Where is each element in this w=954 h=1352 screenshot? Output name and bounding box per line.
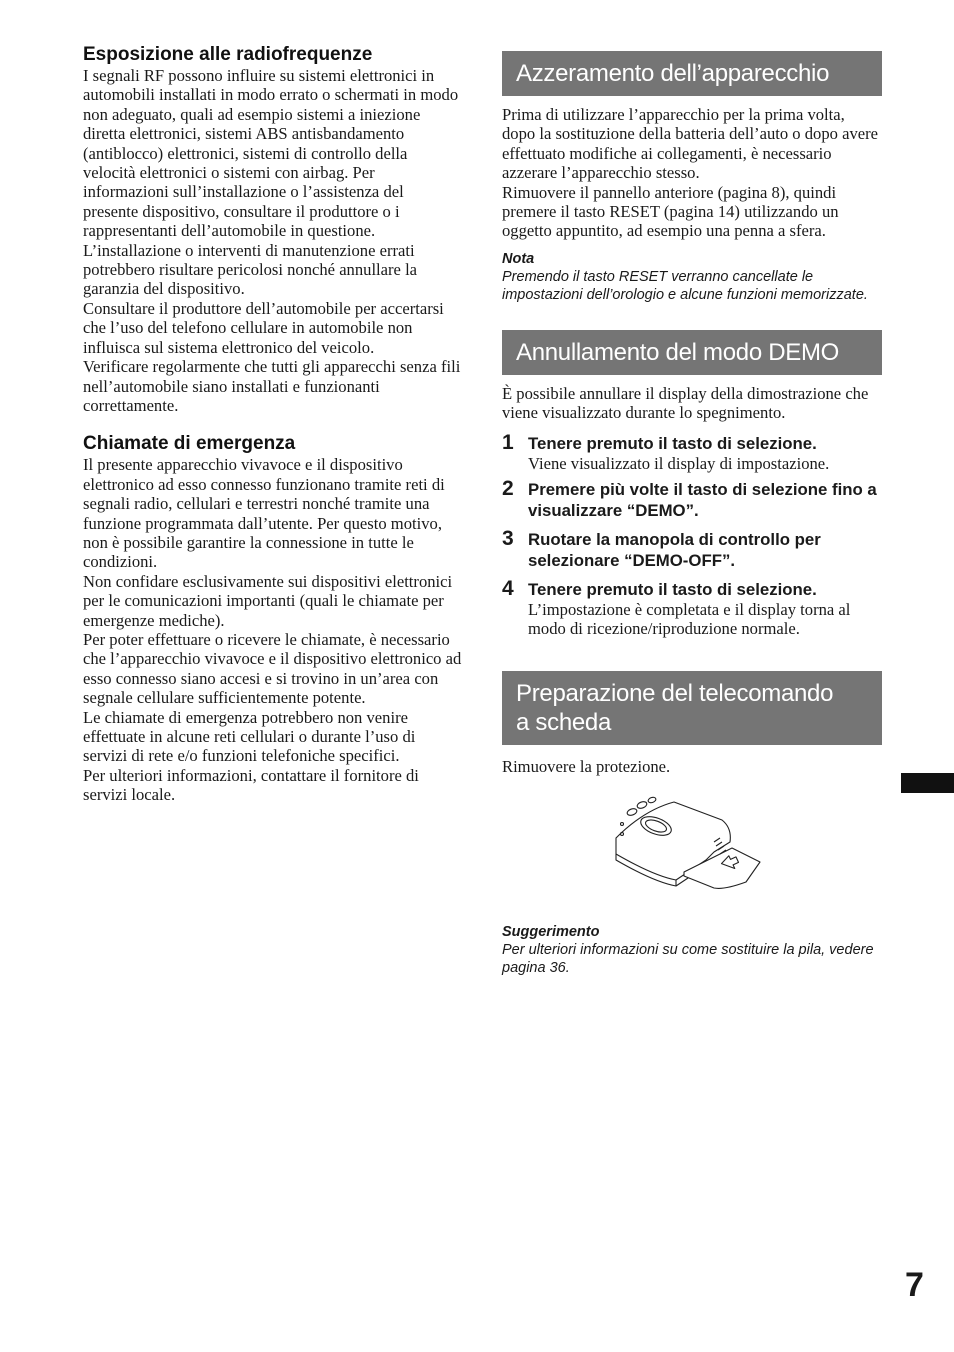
banner-title-line1: Preparazione del telecomando xyxy=(516,679,834,707)
step-2 xyxy=(502,479,882,521)
paragraph: Verificare regolarmente che tutti gli apparecchi senza fili nell’automobile siano installati e funzionanti correttamente. xyxy=(83,357,461,415)
step-number: 4 xyxy=(502,577,514,601)
step-number: 1 xyxy=(502,430,514,454)
right-column xyxy=(502,51,882,977)
paragraph: Per poter effettuare o ricevere le chiamate, è necessario che l’apparecchio vivavoce e il dispositivo elettronico ad esso connesso siano accesi e si trovino in un’area con segnale cellulare sufficientemente potente. xyxy=(83,629,462,708)
card-remote-illustration xyxy=(614,790,764,890)
section-tab-marker xyxy=(901,773,954,793)
step-number: 2 xyxy=(502,477,514,501)
step-4 xyxy=(502,579,882,639)
section-heading-rf-exposure: Esposizione alle radiofrequenze xyxy=(83,44,373,65)
note-title: Nota xyxy=(502,250,535,267)
paragraph: Consultare il produttore dell’automobile per accertarsi che l’uso del telefono cellulare in automobile non influisca sul sistema elettronico del veicolo. xyxy=(83,298,444,357)
note-text: Premendo il tasto RESET verranno cancellate le impostazioni dell’orologio e alcune funzioni memorizzate. xyxy=(502,268,868,303)
paragraph: Non confidare esclusivamente sui dispositivi elettronici per le comunicazioni importanti (quali le chiamate per emergenze mediche). xyxy=(83,571,453,630)
section-heading-emergency-calls: Chiamate di emergenza xyxy=(83,433,296,455)
banner-reset xyxy=(502,51,882,96)
tip-text: Per ulteriori informazioni su come sostituire la pila, vedere pagina 36. xyxy=(502,942,874,977)
paragraph: È possibile annullare il display della dimostrazione che viene visualizzato durante lo spegnimento. xyxy=(502,383,869,423)
banner-title: Azzeramento dell’apparecchio xyxy=(516,60,830,87)
spacer xyxy=(83,415,463,433)
left-column xyxy=(83,44,463,805)
banner-title-line2: a scheda xyxy=(516,708,612,736)
paragraph: Per ulteriori informazioni, contattare il fornitore di servizi locale. xyxy=(83,765,419,805)
step-desc: L’impostazione è completata e il display torna al modo di ricezione/riproduzione normale. xyxy=(528,600,851,639)
step-title: Premere più volte il tasto di selezione fino a visualizzare “DEMO”. xyxy=(528,480,877,521)
tip-title: Suggerimento xyxy=(502,924,600,941)
instruction: Rimuovere la protezione. xyxy=(502,756,671,776)
step-desc: Viene visualizzato il display di impostazione. xyxy=(528,453,830,473)
step-3 xyxy=(502,529,882,571)
banner-remote xyxy=(502,671,882,745)
page-number: 7 xyxy=(905,1266,924,1304)
paragraph: Le chiamate di emergenza potrebbero non venire effettuate in alcune reti cellulari o durante l’uso di servizi di rete e/o funzioni telefoniche specifici. xyxy=(83,707,416,766)
paragraph: I segnali RF possono influire su sistemi elettronici in automobili installati in modo errato o schermati in modo non adeguato, quali ad esempio sistemi a iniezione diretta elettronici, sistemi ABS antisbandamento (antiblocco) elettronici, sistemi di controllo della velocità elettronici o sistemi con airbag. Per informazioni sull’installazione o l’assistenza del presente dispositivo, consultare il produttore o i rappresentanti dell’automobile in questione. L’installazione o interventi di manutenzione errati potrebbero risultare pericolosi nonché annullare la garanzia del dispositivo. xyxy=(83,66,459,299)
step-title: Ruotare la manopola di controllo per selezionare “DEMO-OFF”. xyxy=(528,530,821,571)
banner-demo xyxy=(502,330,882,375)
banner-title: Annullamento del modo DEMO xyxy=(516,338,840,366)
paragraph: Prima di utilizzare l’apparecchio per la prima volta, dopo la sostituzione della batteria dell’auto o dopo avere effettuato modifiche ai collegamenti, è necessario azzerare l’apparecchio stesso. xyxy=(502,105,879,183)
paragraph: Rimuovere il pannello anteriore (pagina 8), quindi premere il tasto RESET (pagina 14) utilizzando un oggetto appuntito, ad esempio una penna a sfera. xyxy=(502,182,839,241)
step-title: Tenere premuto il tasto di selezione. xyxy=(528,433,817,453)
step-title: Tenere premuto il tasto di selezione. xyxy=(528,580,817,600)
step-number: 3 xyxy=(502,527,514,551)
step-1 xyxy=(502,430,882,473)
paragraph: Il presente apparecchio vivavoce e il dispositivo elettronico ad esso connesso funzionano tramite reti di segnali radio, cellulari e terrestri nonché tramite una funzione programmata dall’utente. Per questo motivo, non è possibile garantire la connessione in tutte le condizioni. xyxy=(83,455,445,572)
